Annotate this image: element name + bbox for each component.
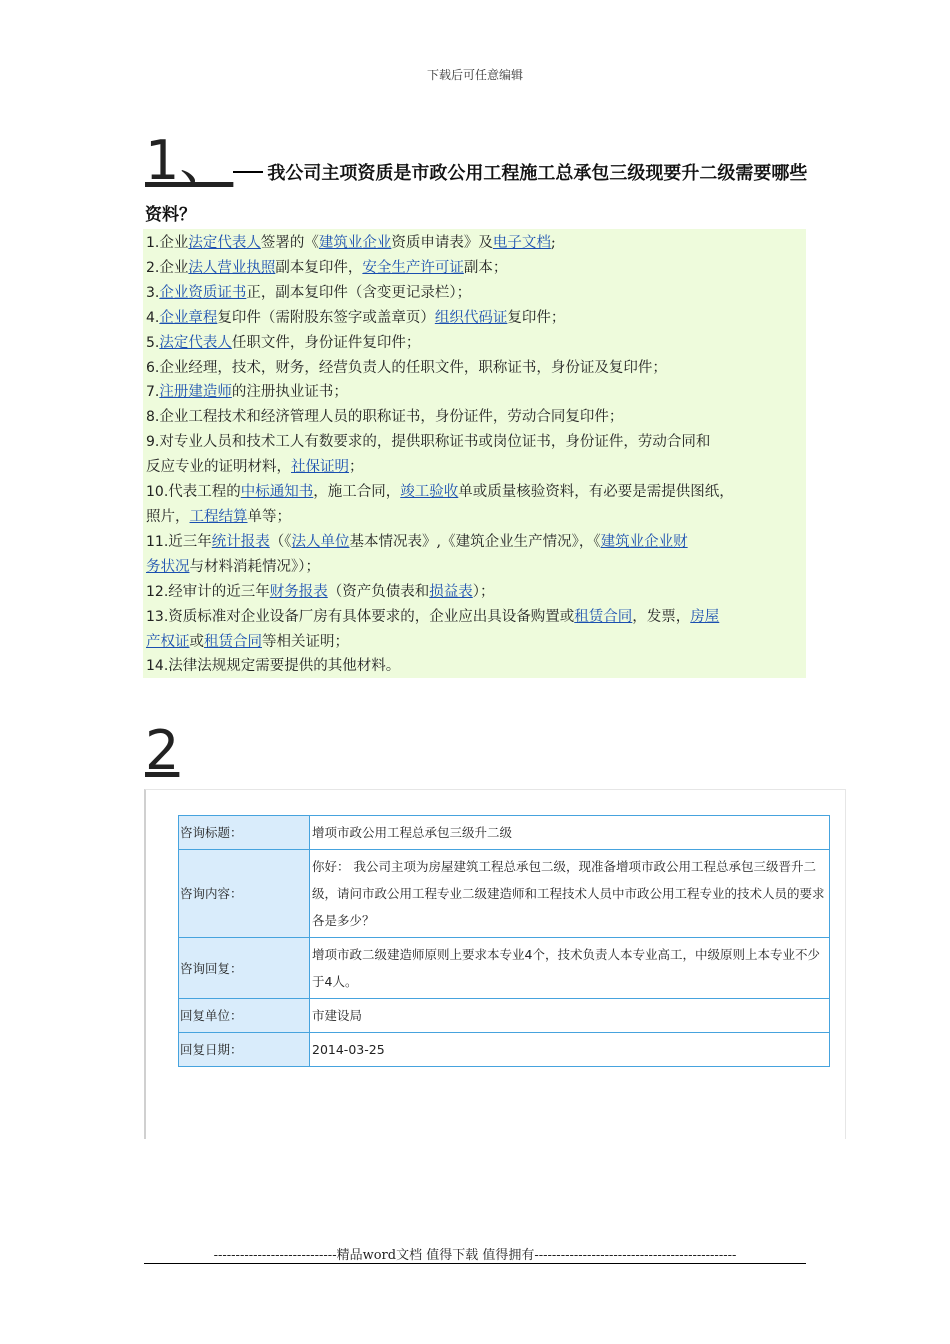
answer-text: 副本； [463, 259, 508, 276]
answer-text: 资质申请表》及 [391, 235, 493, 251]
answer-item-number: 10. [146, 484, 169, 501]
answer-text: 近三年 [168, 533, 212, 550]
consult-value: 2014-03-25 [310, 1033, 830, 1067]
answer-list [143, 229, 806, 678]
answer-link[interactable]: 工程结算 [189, 508, 248, 525]
answer-text: 照片， [146, 508, 190, 525]
header-note: 下载后可任意编辑 [426, 68, 523, 82]
answer-text: ，发票， [632, 608, 691, 625]
answer-link[interactable]: 组织代码证 [434, 309, 508, 326]
answer-link[interactable]: 法人营业执照 [188, 259, 276, 276]
answer-text: 或 [189, 633, 204, 650]
consultation-table [178, 815, 830, 1067]
answer-line [146, 605, 803, 630]
answer-text: 企业经理，技术，财务，经营负责人的任职文件，职称证书，身份证及复印件； [159, 359, 667, 376]
answer-item-number: 5. [146, 334, 160, 351]
answer-link[interactable]: 法定代表人 [188, 235, 261, 251]
footer-rule [144, 1263, 806, 1264]
footer-text: ----------------------------精品word文档 值得下载 值得拥有---------------------------------------------- [213, 1248, 737, 1263]
answer-link[interactable]: 法定代表人 [159, 334, 232, 351]
answer-item-number: 8. [146, 409, 160, 426]
answer-text: （《 [269, 533, 292, 550]
answer-text: ，施工合同， [313, 484, 401, 501]
answer-text: 签署的《 [260, 235, 319, 251]
answer-text: 企业工程技术和经济管理人员的职称证书，身份证件，劳动合同复印件； [159, 409, 624, 426]
consult-row [179, 850, 830, 938]
consult-value: 增项市政公用工程总承包三级升二级 [310, 816, 830, 850]
question-title-line1: 我公司主项资质是市政公用工程施工总承包三级现要升二级需要哪些 [267, 163, 808, 184]
question-title-line2: 资料？ [145, 205, 196, 225]
answer-text: 反应专业的证明材料， [146, 459, 291, 476]
answer-text: ; [550, 235, 556, 251]
answer-line [146, 630, 803, 655]
consult-value: 市建设局 [310, 999, 830, 1033]
answer-link[interactable]: 产权证 [146, 633, 190, 650]
consult-value: 你好： 我公司主项为房屋建筑工程总承包二级，现准备增项市政公用工程总承包三级晋升二级，请问市政公用工程专业二级建造师和工程技术人员中市政公用工程专业的技术人员的要求各是多少？ [310, 850, 830, 938]
answer-line [146, 256, 803, 281]
answer-link[interactable]: 房屋 [690, 608, 720, 625]
answer-line [146, 555, 803, 580]
consult-label: 咨询标题： [179, 816, 310, 850]
answer-text: 副本复印件， [275, 259, 363, 276]
answer-link[interactable]: 财务报表 [269, 583, 328, 600]
answer-item-number: 3. [146, 284, 160, 301]
consult-value: 增项市政二级建造师原则上要求本专业4个，技术负责人本专业高工，中级原则上本专业不少于4人。 [310, 938, 830, 999]
consult-label: 回复单位： [179, 999, 310, 1033]
answer-link[interactable]: 中标通知书 [240, 484, 314, 501]
answer-text: 单或质量核验资料，有必要是需提供图纸， [458, 484, 734, 501]
answer-line [146, 306, 803, 331]
consult-row [179, 999, 830, 1033]
answer-link[interactable]: 法人单位 [291, 533, 350, 550]
question-title [145, 129, 810, 192]
answer-link[interactable]: 损益表 [429, 583, 473, 600]
answer-link[interactable]: 竣工验收 [400, 484, 459, 501]
answer-line [146, 455, 803, 480]
answer-text: 资质标准对企业设备厂房有具体要求的，企业应出具设备购置或 [168, 608, 575, 625]
consult-row [179, 1033, 830, 1067]
answer-line [146, 430, 803, 455]
answer-link[interactable]: 租赁合同 [204, 633, 262, 650]
answer-link[interactable]: 建筑业企业 [318, 235, 392, 251]
consult-label: 咨询内容： [179, 850, 310, 938]
answer-text: 企业 [159, 235, 189, 251]
answer-link[interactable]: 电子文档 [492, 235, 551, 251]
answer-item-number: 7. [146, 384, 160, 401]
answer-item-number: 14. [146, 658, 169, 675]
answer-link[interactable]: 企业资质证书 [159, 284, 247, 301]
answer-text: ）； [472, 583, 495, 600]
answer-text: ； [349, 459, 364, 476]
answer-line [146, 654, 803, 679]
answer-line [146, 281, 803, 306]
answer-text: 复印件（需附股东签字或盖章页） [217, 309, 435, 326]
answer-item-number: 9. [146, 434, 160, 451]
consultation-screenshot [144, 789, 846, 1139]
question-number: 1、 [145, 129, 234, 192]
answer-line [146, 505, 803, 530]
answer-item-number: 2. [146, 259, 160, 276]
consult-row [179, 816, 830, 850]
answer-item-number: 4. [146, 309, 160, 326]
answer-line [146, 331, 803, 356]
answer-text: 等相关证明； [262, 633, 349, 650]
answer-text: 任职文件，身份证件复印件； [231, 334, 421, 351]
answer-link[interactable]: 建筑业企业财 [600, 533, 688, 550]
answer-link[interactable]: 租赁合同 [574, 608, 633, 625]
answer-item-number: 1. [146, 235, 160, 251]
answer-text: 单等； [247, 508, 291, 525]
consult-label: 咨询回复： [179, 938, 310, 999]
answer-line [146, 380, 803, 405]
answer-text: 正，副本复印件（含变更记录栏）； [246, 284, 472, 301]
answer-text: 企业 [159, 259, 189, 276]
answer-link[interactable]: 安全生产许可证 [362, 259, 464, 276]
answer-text: 对专业人员和技术工人有数要求的，提供职称证书或岗位证书，身份证件，劳动合同和 [159, 434, 711, 451]
answer-text: 与材料消耗情况》）； [189, 558, 320, 575]
answer-item-number: 12. [146, 583, 169, 600]
answer-text: 法律法规规定需要提供的其他材料。 [168, 658, 401, 675]
answer-line [146, 231, 803, 256]
answer-text: 复印件； [507, 309, 566, 326]
answer-text: 代表工程的 [168, 484, 241, 501]
answer-link[interactable]: 企业章程 [159, 309, 218, 326]
answer-text: （资产负债表和 [327, 583, 430, 600]
answer-line [146, 580, 803, 605]
answer-link[interactable]: 统计报表 [211, 533, 270, 550]
answer-link[interactable]: 注册建造师 [159, 384, 232, 401]
answer-item-number: 13. [146, 608, 169, 625]
answer-link[interactable]: 社保证明 [291, 459, 349, 476]
answer-line [146, 480, 803, 505]
answer-line [146, 405, 803, 430]
answer-item-number: 11. [146, 533, 169, 550]
underline-gap [233, 170, 263, 173]
answer-line [146, 530, 803, 555]
answer-text: 经审计的近三年 [168, 583, 270, 600]
answer-line [146, 356, 803, 381]
consult-row [179, 938, 830, 999]
answer-text: 的注册执业证书； [231, 384, 348, 401]
answer-item-number: 6. [146, 359, 160, 376]
section-2-number: 2 [145, 719, 180, 782]
answer-link[interactable]: 务状况 [146, 558, 190, 575]
consult-label: 回复日期： [179, 1033, 310, 1067]
answer-text: 基本情况表》,《建筑企业生产情况》，《 [349, 533, 601, 550]
